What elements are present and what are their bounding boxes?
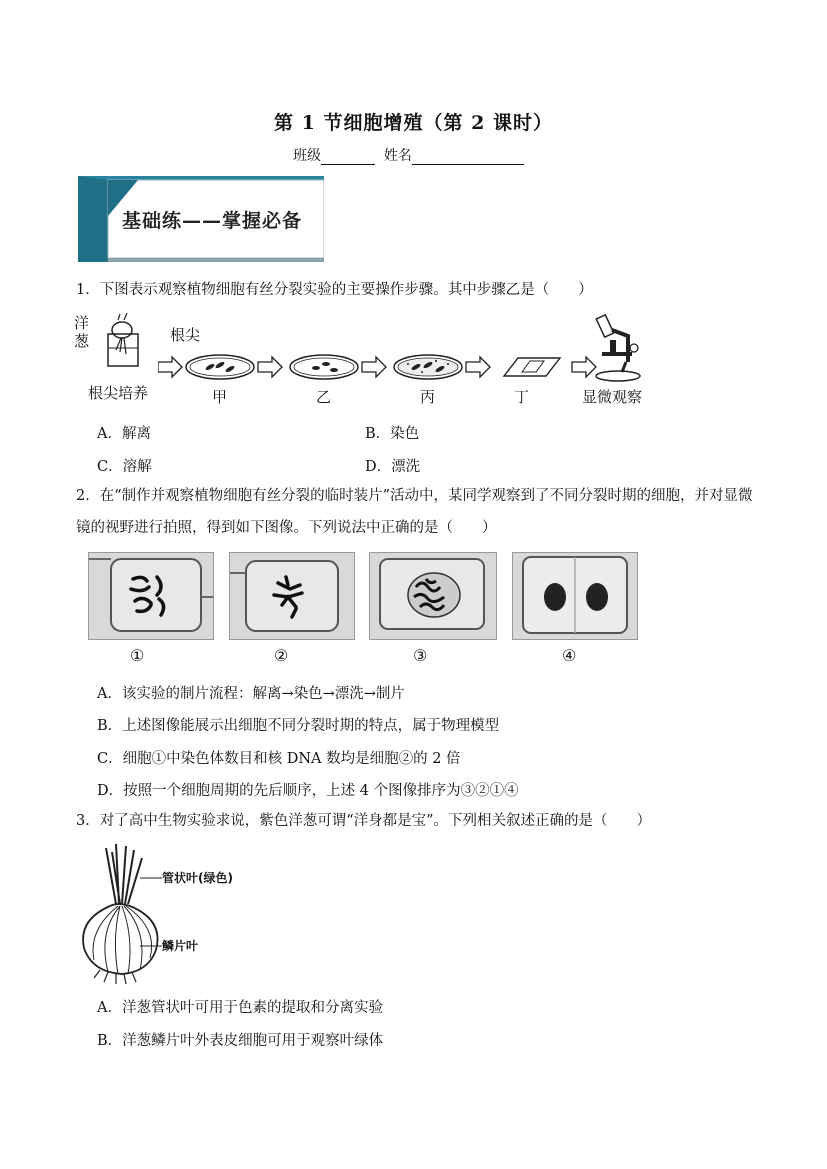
q1-option-b: B．染色	[365, 426, 420, 442]
micrograph-1-label: ①	[130, 646, 145, 665]
micrograph-3-label: ③	[413, 646, 428, 665]
q2-option-a: A．该实验的制片流程：解离→染色→漂洗→制片	[97, 686, 405, 702]
micrograph-1	[88, 552, 214, 640]
q1-option-c: C．溶解	[97, 459, 152, 475]
root-culture-label: 根尖培养	[88, 384, 149, 402]
class-blank	[321, 150, 375, 165]
microscope-label: 显微观察	[582, 388, 643, 406]
q3-option-a: A．洋葱管状叶可用于色素的提取和分离实验	[97, 1000, 383, 1016]
section-banner	[78, 176, 324, 262]
question-2-stem-line2: 镜的视野进行拍照，得到如下图像。下列说法中正确的是（ ）	[76, 520, 497, 536]
student-info-line	[293, 145, 524, 165]
scale-leaf-label: 鳞片叶	[162, 939, 199, 953]
q2-option-d: D．按照一个细胞周期的先后顺序，上述 4 个图像排序为③②①④	[97, 783, 519, 799]
micrograph-3	[369, 552, 497, 640]
root-tip-label: 根尖	[170, 326, 201, 344]
step-ding-label: 丁	[514, 388, 530, 406]
q1-option-a: A．解离	[97, 426, 151, 442]
step-yi-label: 乙	[316, 388, 332, 406]
question-3-stem: 3．对了高中生物实验求说，紫色洋葱可谓“洋身都是宝”。下列相关叙述正确的是（ ）	[76, 813, 652, 829]
class-label: 班级	[293, 148, 321, 164]
q1-option-d: D．漂洗	[365, 459, 421, 475]
q2-option-c: C．细胞①中染色体数目和核 DNA 数均是细胞②的 2 倍	[97, 751, 461, 767]
tubular-leaf-label: 管状叶(绿色)	[162, 871, 233, 885]
onion-label: 洋葱	[74, 314, 90, 350]
step-bing-label: 丙	[420, 388, 436, 406]
q3-option-b: B．洋葱鳞片叶外表皮细胞可用于观察叶绿体	[97, 1033, 384, 1049]
microscope-icon	[582, 312, 654, 384]
q2-option-b: B．上述图像能展示出细胞不同分裂时期的特点，属于物理模型	[97, 718, 500, 734]
micrograph-4-label: ④	[562, 646, 577, 665]
micrograph-4	[512, 552, 638, 640]
page-title: 第 1 节细胞增殖（第 2 课时）	[274, 112, 553, 134]
banner-text: 基础练——掌握必备	[122, 210, 303, 232]
beaker-onion-icon	[94, 312, 154, 372]
q1-procedure-diagram	[74, 312, 654, 412]
micrograph-2	[229, 552, 355, 640]
onion-leader-lines	[140, 868, 164, 958]
micrograph-2-label: ②	[274, 646, 289, 665]
step-jia-label: 甲	[212, 388, 228, 406]
name-blank	[412, 150, 524, 165]
question-1-stem: 1．下图表示观察植物细胞有丝分裂实验的主要操作步骤。其中步骤乙是（ ）	[76, 282, 593, 298]
name-label: 姓名	[383, 148, 412, 164]
question-2-stem-line1: 2．在“制作并观察植物细胞有丝分裂的临时装片”活动中，某同学观察到了不同分裂时期的细胞，并对显微	[76, 488, 753, 504]
